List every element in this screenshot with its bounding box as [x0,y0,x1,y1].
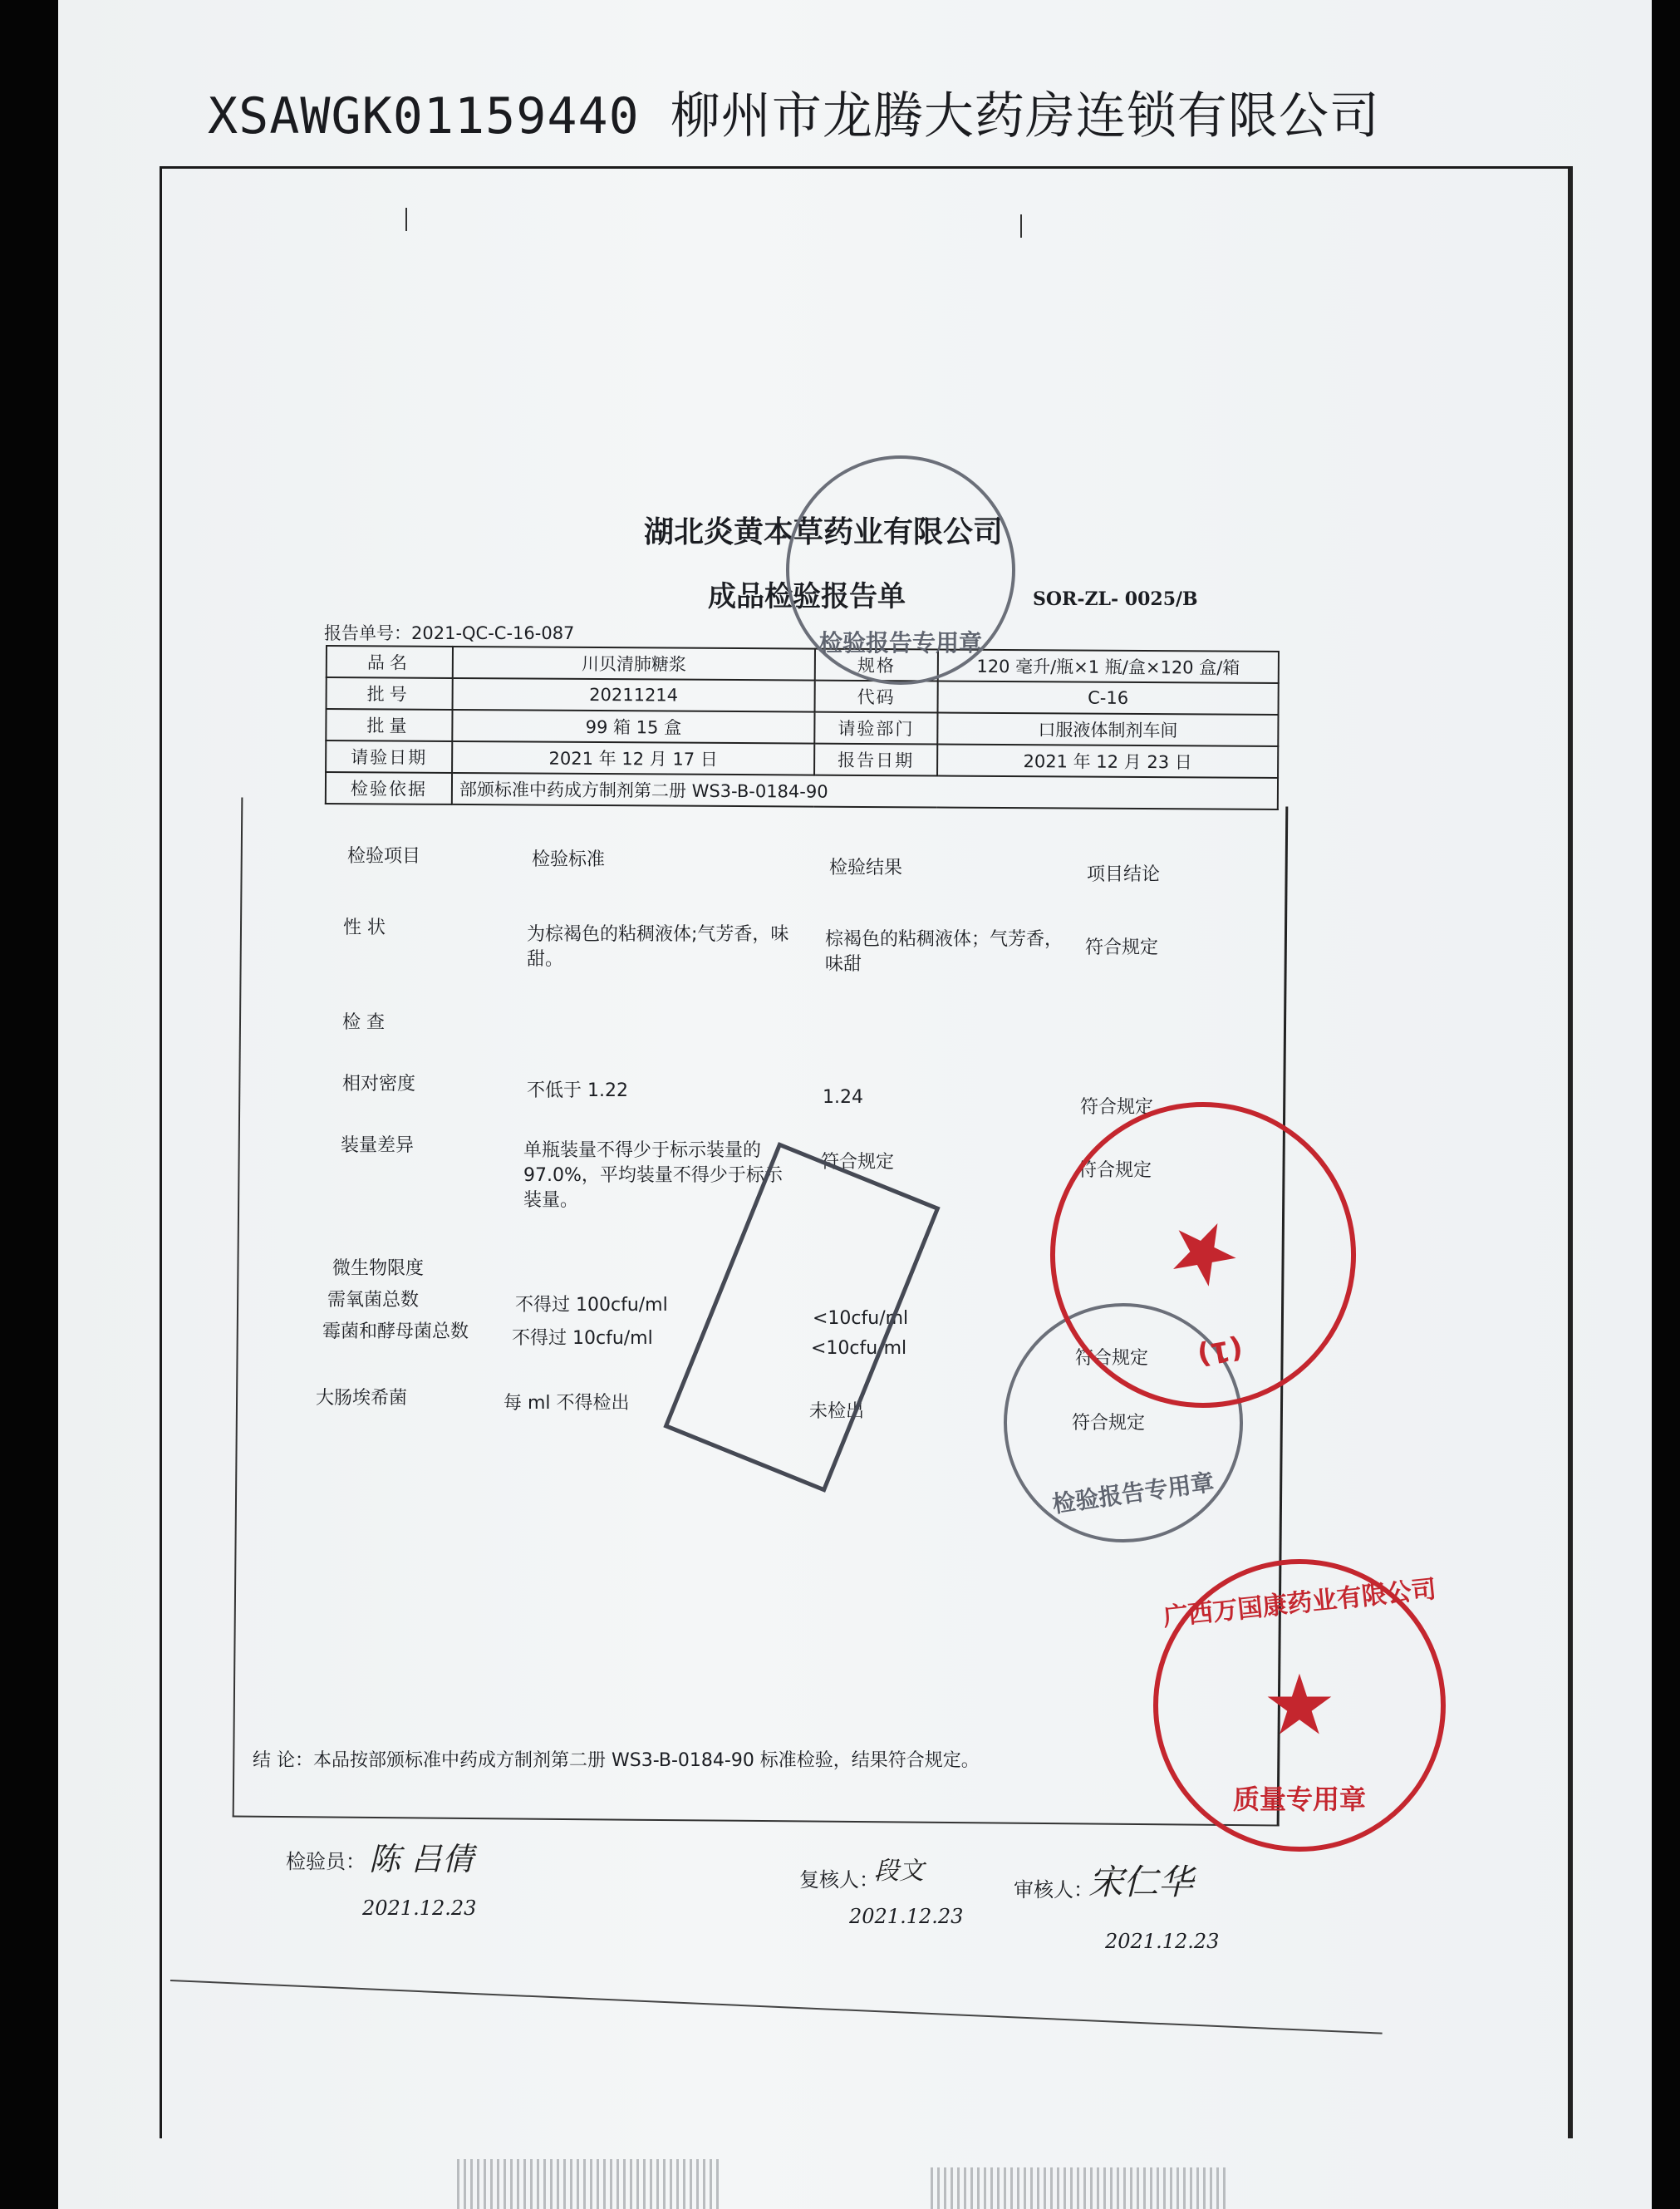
report-number [324,620,574,645]
mold-result: <10cfu/ml [811,1338,907,1359]
batch-value: 20211214 [453,678,815,712]
appearance-standard: 为棕褐色的粘稠液体;气芳香，味甜。 [527,924,789,970]
form-code: SOR-ZL- 0025/B [1033,588,1198,610]
ecoli-item: 大肠埃希菌 [316,1388,408,1409]
spec-label: 规格 [815,649,938,681]
approver-date: 2021.12.23 [1105,1930,1220,1953]
request-date-value: 2021 年 12 月 17 日 [452,741,814,775]
ecoli-result: 未检出 [809,1401,865,1422]
inspection-seal-text: 检验报告专用章 [818,629,982,657]
quantity-value: 99 箱 15 盒 [452,710,814,744]
red-seal-upper-number: (1) [1195,1331,1245,1372]
info-table [325,645,1280,810]
frame-tick [1020,214,1022,238]
report-number-value: 2021-QC-C-16-087 [411,623,575,643]
mold-item: 霉菌和酵母菌总数 [322,1321,469,1342]
code-value: C-16 [938,681,1279,716]
basis-value: 部颁标准中药成方制剂第二册 WS3-B-0184-90 [452,773,1278,809]
fill-conclusion: 符合规定 [1078,1160,1152,1181]
product-label: 品名 [327,646,453,678]
barcode-fragment [931,2167,1230,2209]
report-company: 湖北炎黄本草药业有限公司 [644,514,1004,549]
inspector-label: 检验员： [286,1850,366,1873]
report-number-label: 报告单号： [324,623,411,643]
density-result: 1.24 [823,1087,863,1108]
star-icon: ★ [1262,1656,1337,1754]
ecoli-conclusion: 符合规定 [1072,1413,1146,1434]
dept-label: 请验部门 [814,712,937,745]
product-value: 川贝清肺糖浆 [453,647,815,681]
spec-value: 120 毫升/瓶×1 瓶/盒×120 盒/箱 [938,650,1279,684]
reviewer-signature: 段文 [874,1857,924,1886]
micro-item: 微生物限度 [332,1258,425,1279]
col-conclusion-header: 项目结论 [1087,864,1161,885]
check-item: 检 查 [342,1012,385,1033]
fill-standard: 单瓶装量不得少于标示装量的97.0%，平均装量不得少于标示装量。 [523,1140,783,1211]
fill-item: 装量差异 [341,1135,415,1156]
appearance-result: 棕褐色的粘稠液体；气芳香，味甜 [825,929,1064,975]
request-date-label: 请验日期 [326,740,452,773]
aerobic-standard: 不得过 100cfu/ml [515,1295,668,1316]
dept-value: 口服液体制剂车间 [937,713,1278,747]
reviewer-label: 复核人： [799,1868,879,1892]
header-line [208,76,1380,148]
code-label: 代码 [815,681,938,713]
inspector-signature: 陈 吕倩 [369,1841,474,1877]
conclusion-text: 本品按部颁标准中药成方制剂第二册 WS3-B-0184-90 标准检验，结果符合规定。 [313,1750,980,1771]
frame-tick [405,208,407,231]
doc-id: XSAWGK01159440 [208,87,640,145]
mold-standard: 不得过 10cfu/ml [512,1328,653,1349]
density-conclusion: 符合规定 [1080,1097,1154,1118]
fill-result: 符合规定 [821,1152,895,1173]
final-conclusion [253,1749,980,1774]
report-date-value: 2021 年 12 月 23 日 [937,744,1278,778]
distributor-name: 柳州市龙腾大药房连锁有限公司 [670,87,1380,145]
inspection-seal [786,455,1015,685]
appearance-item: 性 状 [343,918,386,938]
density-standard: 不低于 1.22 [527,1080,628,1101]
red-quality-seal [1153,1559,1446,1852]
basis-label: 检验依据 [326,772,452,804]
ecoli-standard: 每 ml 不得检出 [504,1393,630,1414]
appearance-conclusion: 符合规定 [1085,937,1159,958]
inspection-seal-lower-text: 检验报告专用章 [1050,1468,1216,1518]
approver-label: 审核人： [1014,1878,1093,1902]
mold-conclusion: 符合规定 [1075,1348,1149,1369]
col-standard-header: 检验标准 [532,849,606,870]
barcode-fragment [457,2159,723,2209]
report-date-label: 报告日期 [814,744,937,776]
quantity-label: 批量 [326,709,452,741]
red-seal-company: 广西万国康药业有限公司 [1162,1574,1438,1633]
star-icon: ★ [1157,1201,1249,1310]
aerobic-result: <10cfu/ml [813,1308,909,1329]
inspector-date: 2021.12.23 [362,1897,477,1920]
reviewer-date: 2021.12.23 [849,1905,964,1928]
col-item-header: 检验项目 [347,846,421,867]
report-title: 成品检验报告单 [708,580,906,613]
batch-label: 批号 [327,677,453,710]
aerobic-item: 需氧菌总数 [327,1290,420,1311]
density-item: 相对密度 [342,1074,416,1095]
red-seal-label: 质量专用章 [1232,1783,1366,1815]
col-result-header: 检验结果 [829,858,903,878]
conclusion-label: 结 论： [253,1750,313,1771]
approver-signature: 宋仁华 [1088,1862,1194,1902]
